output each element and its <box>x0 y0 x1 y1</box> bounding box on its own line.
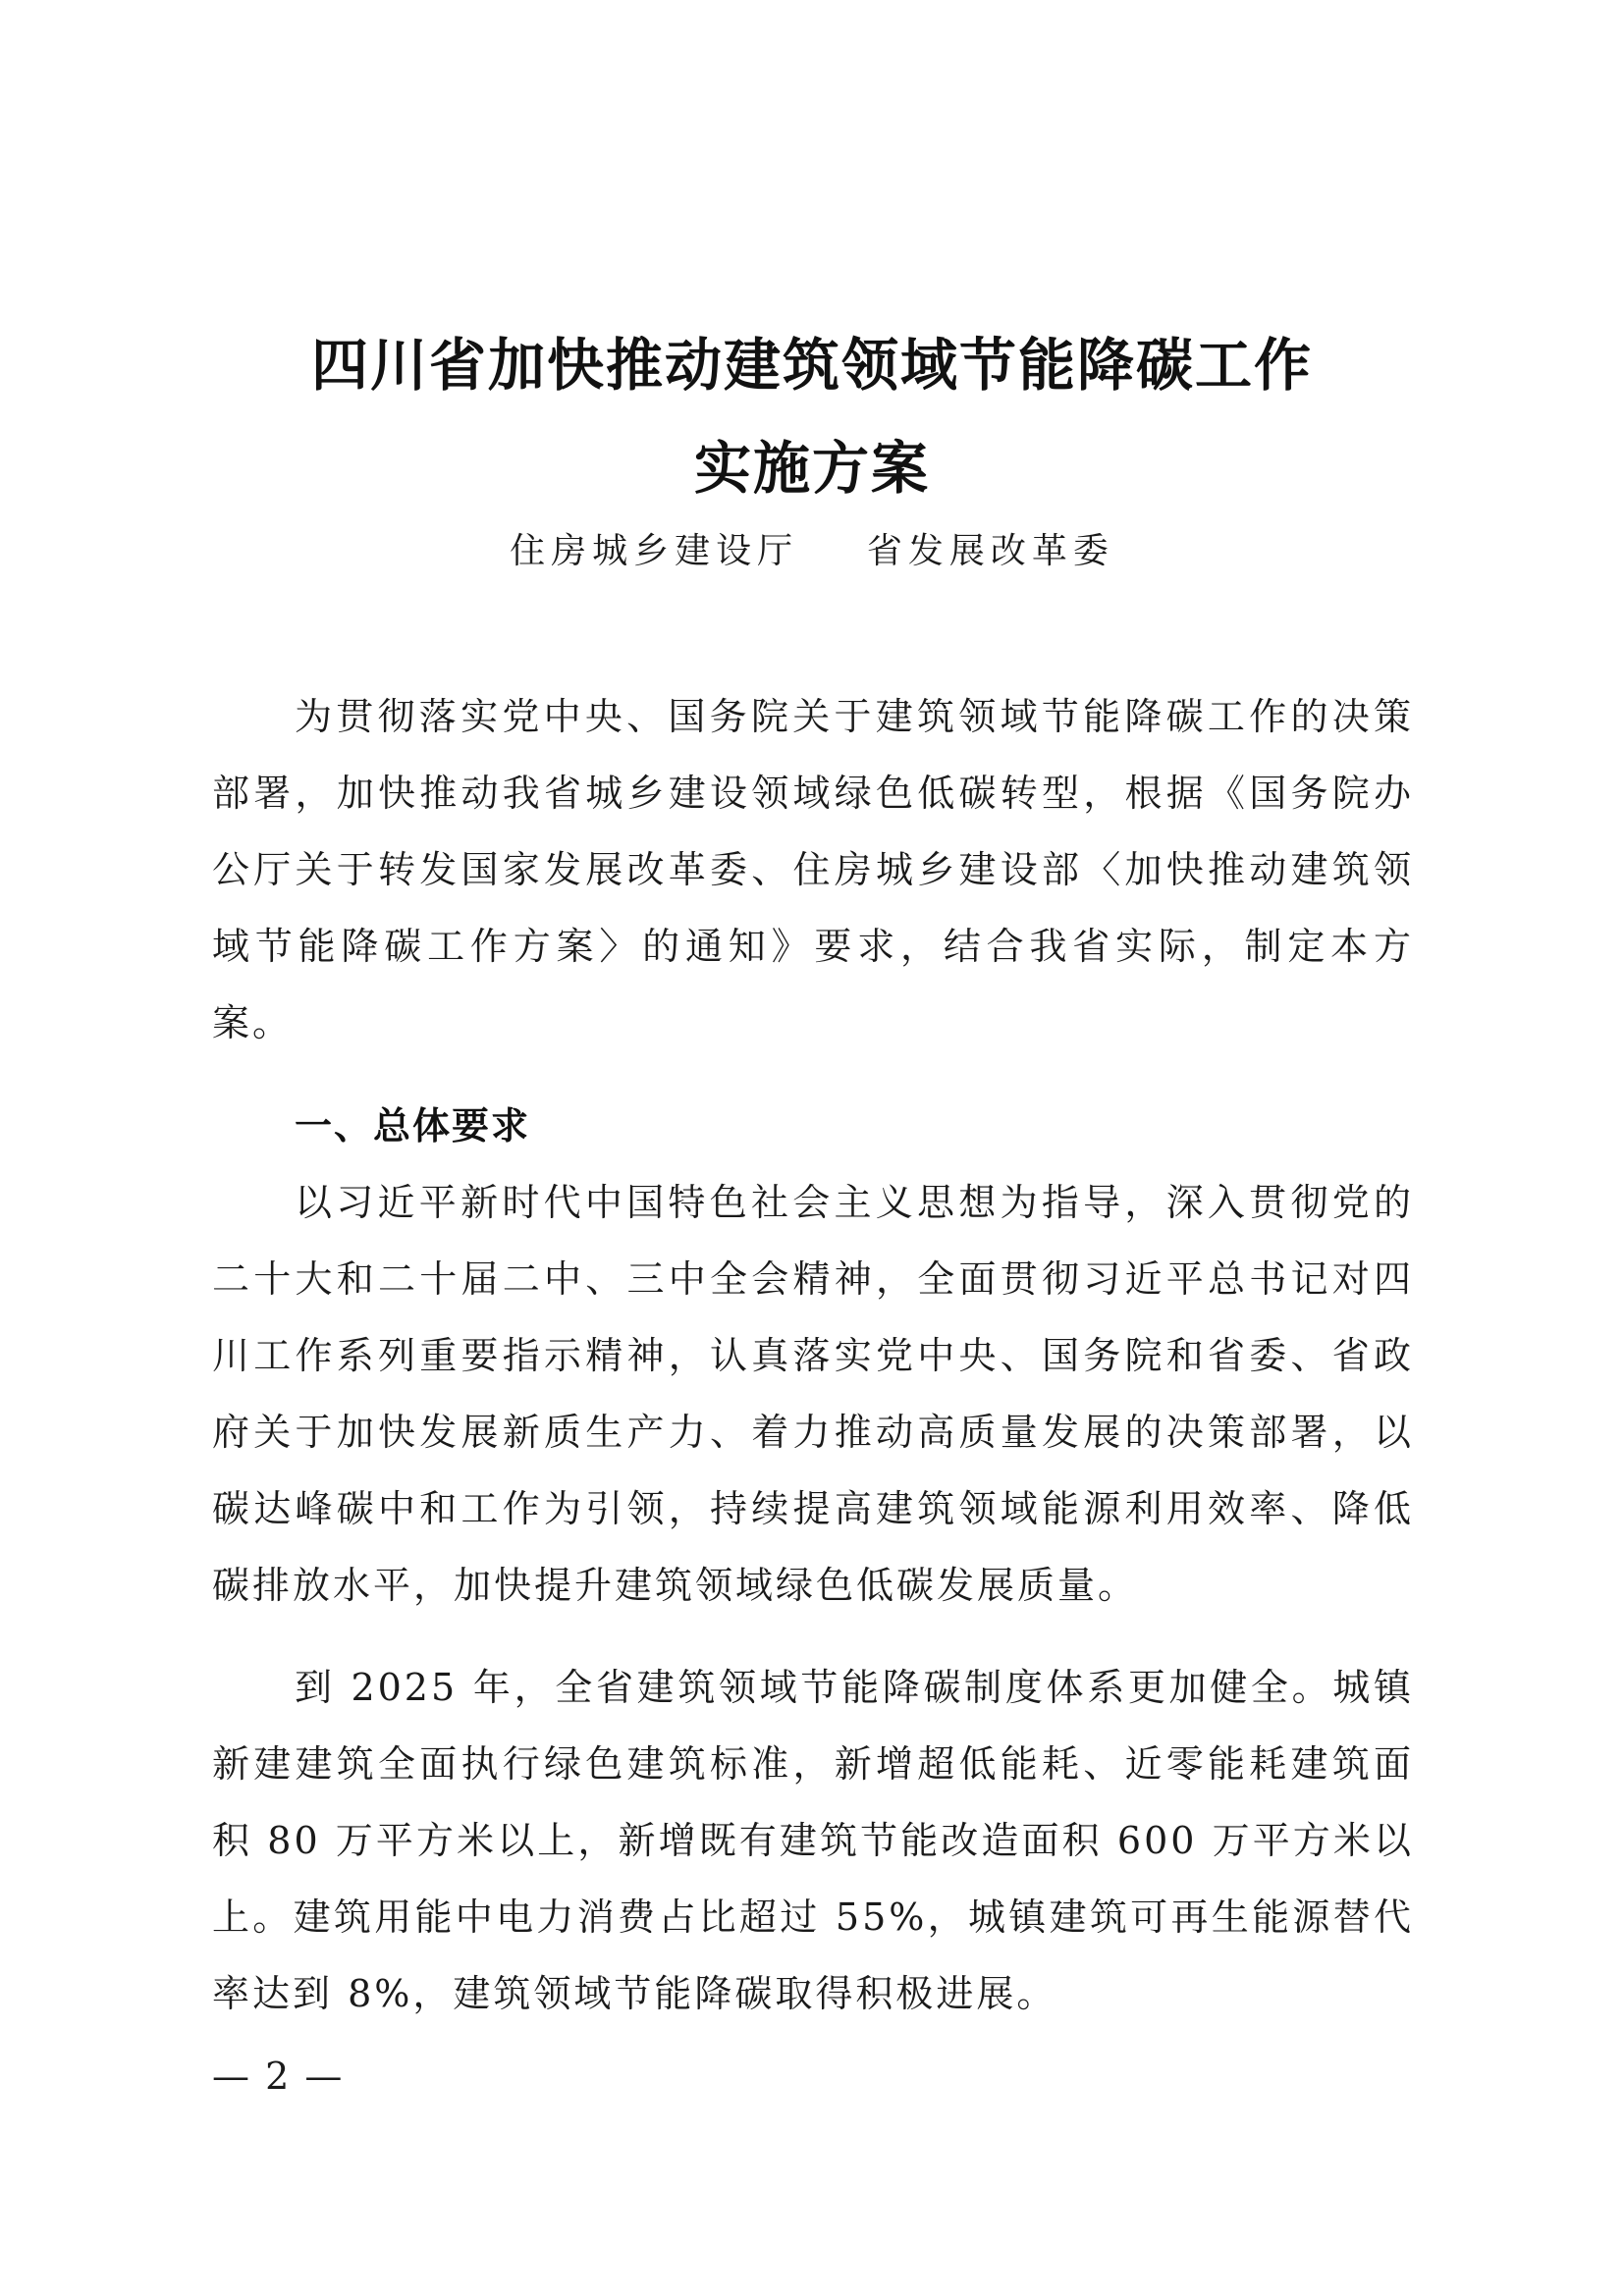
page-number: — 2 — <box>212 2055 345 2098</box>
issuing-departments: 住房城乡建设厅 省发展改革委 <box>510 531 1114 571</box>
general-requirements-paragraph-1: 以习近平新时代中国特色社会主义思想为指导，深入贯彻党的二十大和二十届二中、三中全会精神，全面贯彻习近平总书记对四川工作系列重要指示精神，认真落实党中央、国务院和省委、省政府关于加快发展新质生产力、着力推动高质量发展的决策部署，以碳达峰碳中和工作为引领，持续提高建筑领域能源利用效率、降低碳排放水平，加快提升建筑领域绿色低碳发展质量。 <box>212 1181 1414 1607</box>
general-requirements-paragraph-2: 到 2025 年，全省建筑领域节能降碳制度体系更加健全。城镇新建建筑全面执行绿色建筑标准，新增超低能耗、近零能耗建筑面积 80 万平方米以上，新增既有建筑节能改造面积 600 万平方米以上。建筑用能中电力消费占比超过 55%，城镇建筑可再生能源替代率达到 8%，建筑领域节能降碳取得积极进展。 <box>212 1666 1414 2015</box>
intro-paragraph: 为贯彻落实党中央、国务院关于建筑领域节能降碳工作的决策部署，加快推动我省城乡建设领域绿色低碳转型，根据《国务院办公厅关于转发国家发展改革委、住房城乡建设部〈加快推动建筑领域节能降碳工作方案〉的通知》要求，结合我省实际，制定本方案。 <box>212 695 1414 1044</box>
section-heading-general-requirements: 一、总体要求 <box>295 1104 531 1148</box>
document-title-line1: 四川省加快推动建筑领域节能降碳工作 <box>310 332 1313 399</box>
document-title-line2: 实施方案 <box>693 435 930 502</box>
